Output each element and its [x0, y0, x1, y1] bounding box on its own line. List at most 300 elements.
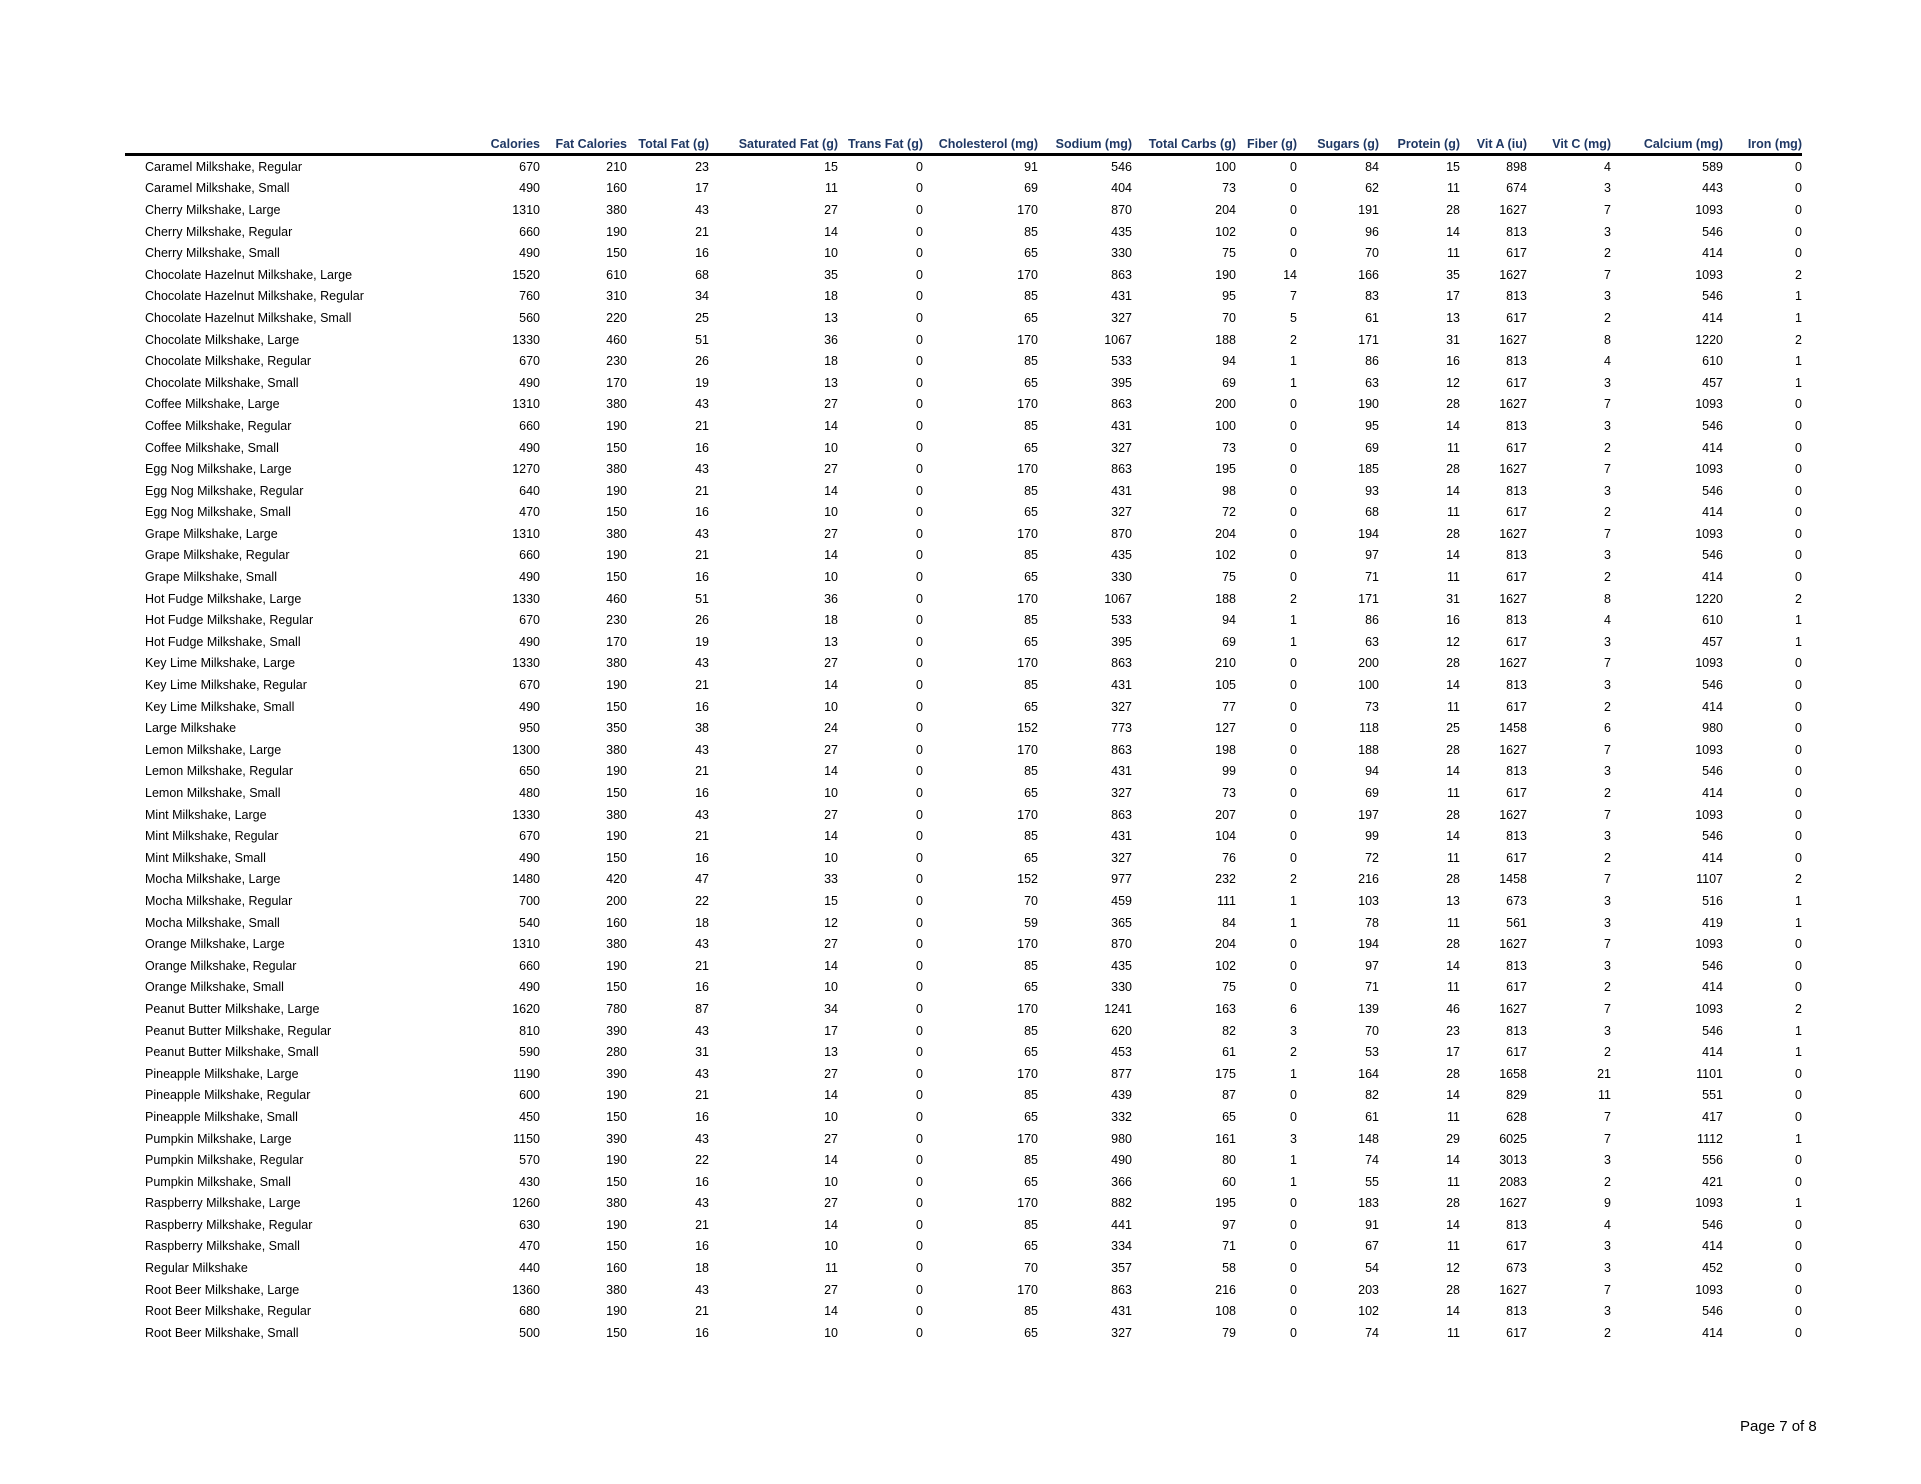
value-cell: 188	[1215, 591, 1236, 606]
value-cell: 160	[606, 915, 627, 930]
value-cell: 546	[1702, 1023, 1723, 1038]
value-cell: 380	[606, 742, 627, 757]
value-cell: 0	[1290, 807, 1297, 822]
column-header: Vit A (iu)	[1476, 137, 1527, 151]
value-cell: 1330	[512, 807, 540, 822]
value-cell: 0	[1795, 181, 1802, 196]
value-cell: 0	[916, 1023, 923, 1038]
value-cell: 11	[1447, 246, 1460, 261]
value-cell: 0	[916, 591, 923, 606]
table-row	[125, 372, 1802, 394]
value-cell: 58	[1222, 1261, 1236, 1276]
value-cell: 0	[1290, 1088, 1297, 1103]
value-cell: 490	[519, 570, 540, 585]
value-cell: 546	[1702, 289, 1723, 304]
value-cell: 395	[1111, 634, 1132, 649]
value-cell: 84	[1222, 915, 1236, 930]
value-cell: 327	[1111, 786, 1132, 801]
value-cell: 673	[1506, 1261, 1527, 1276]
value-cell: 67	[1365, 1239, 1379, 1254]
value-cell: 7	[1604, 1109, 1611, 1124]
table-row	[125, 609, 1802, 631]
value-cell: 150	[606, 440, 627, 455]
table-row	[125, 437, 1802, 459]
column-header: Cholesterol (mg)	[938, 137, 1038, 151]
value-cell: 380	[606, 397, 627, 412]
value-cell: 617	[1506, 786, 1527, 801]
value-cell: 0	[1290, 1196, 1297, 1211]
value-cell: 870	[1111, 526, 1132, 541]
value-cell: 62	[1365, 181, 1379, 196]
value-cell: 366	[1111, 1174, 1132, 1189]
value-cell: 617	[1506, 440, 1527, 455]
table-row	[125, 566, 1802, 588]
value-cell: 11	[1447, 915, 1460, 930]
value-cell: 3	[1604, 915, 1611, 930]
value-cell: 1	[1795, 1045, 1802, 1060]
value-cell: 27	[824, 397, 838, 412]
value-cell: 1627	[1499, 462, 1527, 477]
value-cell: 170	[1017, 332, 1038, 347]
value-cell: 2	[1604, 440, 1611, 455]
value-cell: 72	[1222, 505, 1236, 520]
value-cell: 230	[606, 354, 627, 369]
value-cell: 6	[1290, 1001, 1297, 1016]
value-cell: 1	[1290, 915, 1297, 930]
value-cell: 0	[1290, 1109, 1297, 1124]
value-cell: 660	[519, 548, 540, 563]
value-cell: 440	[519, 1261, 540, 1276]
value-cell: 421	[1702, 1174, 1723, 1189]
value-cell: 43	[695, 1131, 709, 1146]
value-cell: 0	[1290, 786, 1297, 801]
value-cell: 670	[519, 159, 540, 174]
value-cell: 0	[916, 872, 923, 887]
value-cell: 404	[1111, 181, 1132, 196]
value-cell: 5	[1290, 310, 1297, 325]
value-cell: 0	[1795, 656, 1802, 671]
value-cell: 546	[1702, 224, 1723, 239]
value-cell: 0	[916, 613, 923, 628]
value-cell: 3	[1604, 634, 1611, 649]
value-cell: 0	[1795, 1066, 1802, 1081]
value-cell: 0	[916, 807, 923, 822]
value-cell: 27	[824, 462, 838, 477]
value-cell: 1627	[1499, 1196, 1527, 1211]
value-cell: 0	[916, 159, 923, 174]
item-name-cell: Coffee Milkshake, Large	[145, 397, 280, 412]
value-cell: 546	[1702, 764, 1723, 779]
value-cell: 65	[1024, 375, 1038, 390]
value-cell: 0	[1290, 1304, 1297, 1319]
value-cell: 414	[1702, 1239, 1723, 1254]
value-cell: 10	[824, 1109, 838, 1124]
value-cell: 1300	[512, 742, 540, 757]
value-cell: 1627	[1499, 1001, 1527, 1016]
value-cell: 390	[606, 1066, 627, 1081]
value-cell: 0	[916, 354, 923, 369]
value-cell: 190	[606, 1304, 627, 1319]
value-cell: 46	[1446, 1001, 1460, 1016]
value-cell: 11	[1447, 850, 1460, 865]
value-cell: 100	[1358, 678, 1379, 693]
value-cell: 28	[1446, 742, 1460, 757]
table-row	[125, 804, 1802, 826]
value-cell: 190	[606, 1217, 627, 1232]
value-cell: 21	[695, 418, 709, 433]
value-cell: 670	[519, 613, 540, 628]
column-header: Calories	[490, 137, 540, 151]
value-cell: 23	[1446, 1023, 1460, 1038]
table-row	[125, 1322, 1802, 1344]
column-header: Protein (g)	[1397, 137, 1460, 151]
value-cell: 1	[1795, 915, 1802, 930]
value-cell: 470	[519, 1239, 540, 1254]
value-cell: 18	[824, 354, 838, 369]
value-cell: 28	[1446, 1282, 1460, 1297]
value-cell: 327	[1111, 1325, 1132, 1340]
table-row	[125, 1063, 1802, 1085]
item-name-cell: Cherry Milkshake, Regular	[145, 224, 293, 239]
value-cell: 16	[695, 1174, 709, 1189]
value-cell: 0	[916, 937, 923, 952]
item-name-cell: Mocha Milkshake, Small	[145, 915, 280, 930]
value-cell: 0	[1290, 526, 1297, 541]
value-cell: 111	[1216, 893, 1236, 908]
value-cell: 0	[1795, 1261, 1802, 1276]
value-cell: 9	[1604, 1196, 1611, 1211]
value-cell: 14	[1446, 1088, 1460, 1103]
column-header: Sodium (mg)	[1055, 137, 1132, 151]
value-cell: 414	[1702, 786, 1723, 801]
value-cell: 13	[824, 634, 838, 649]
value-cell: 16	[695, 1239, 709, 1254]
table-row	[125, 329, 1802, 351]
value-cell: 0	[1290, 462, 1297, 477]
value-cell: 3	[1290, 1023, 1297, 1038]
value-cell: 395	[1111, 375, 1132, 390]
value-cell: 0	[916, 483, 923, 498]
value-cell: 0	[1795, 1174, 1802, 1189]
value-cell: 73	[1222, 786, 1236, 801]
value-cell: 14	[824, 1088, 838, 1103]
value-cell: 60	[1222, 1174, 1236, 1189]
value-cell: 670	[519, 678, 540, 693]
value-cell: 11	[1447, 440, 1460, 455]
value-cell: 2	[1290, 591, 1297, 606]
value-cell: 148	[1358, 1131, 1379, 1146]
value-cell: 0	[916, 699, 923, 714]
value-cell: 417	[1702, 1109, 1723, 1124]
value-cell: 330	[1111, 980, 1132, 995]
value-cell: 357	[1111, 1261, 1132, 1276]
value-cell: 610	[1702, 613, 1723, 628]
value-cell: 1	[1290, 893, 1297, 908]
value-cell: 380	[606, 202, 627, 217]
value-cell: 14	[1446, 764, 1460, 779]
value-cell: 194	[1358, 937, 1379, 952]
value-cell: 0	[1795, 958, 1802, 973]
value-cell: 170	[1017, 591, 1038, 606]
value-cell: 11	[1447, 570, 1460, 585]
value-cell: 31	[695, 1045, 709, 1060]
value-cell: 69	[1222, 634, 1236, 649]
item-name-cell: Orange Milkshake, Regular	[145, 958, 297, 973]
value-cell: 55	[1365, 1174, 1379, 1189]
value-cell: 38	[695, 721, 709, 736]
value-cell: 13	[1446, 893, 1460, 908]
value-cell: 17	[1446, 289, 1460, 304]
value-cell: 380	[606, 937, 627, 952]
value-cell: 13	[1446, 310, 1460, 325]
value-cell: 1093	[1695, 1001, 1723, 1016]
value-cell: 102	[1215, 548, 1236, 563]
table-row	[125, 242, 1802, 264]
value-cell: 14	[824, 829, 838, 844]
value-cell: 150	[606, 699, 627, 714]
value-cell: 73	[1365, 699, 1379, 714]
table-row	[125, 545, 1802, 567]
value-cell: 490	[519, 181, 540, 196]
value-cell: 0	[1795, 159, 1802, 174]
value-cell: 0	[916, 202, 923, 217]
value-cell: 17	[824, 1023, 838, 1038]
value-cell: 0	[916, 375, 923, 390]
value-cell: 210	[606, 159, 627, 174]
value-cell: 65	[1024, 310, 1038, 325]
value-cell: 43	[695, 397, 709, 412]
item-name-cell: Mint Milkshake, Large	[145, 807, 267, 822]
value-cell: 3	[1604, 289, 1611, 304]
item-name-cell: Chocolate Hazelnut Milkshake, Regular	[145, 289, 364, 304]
value-cell: 0	[916, 764, 923, 779]
value-cell: 0	[1795, 829, 1802, 844]
value-cell: 1	[1795, 893, 1802, 908]
value-cell: 0	[916, 224, 923, 239]
value-cell: 551	[1702, 1088, 1723, 1103]
value-cell: 0	[916, 1304, 923, 1319]
value-cell: 617	[1506, 375, 1527, 390]
value-cell: 660	[519, 224, 540, 239]
value-cell: 863	[1111, 742, 1132, 757]
value-cell: 190	[1358, 397, 1379, 412]
value-cell: 150	[606, 570, 627, 585]
value-cell: 1627	[1499, 807, 1527, 822]
value-cell: 6025	[1499, 1131, 1527, 1146]
value-cell: 680	[519, 1304, 540, 1319]
value-cell: 1	[1290, 1153, 1297, 1168]
value-cell: 813	[1506, 1217, 1527, 1232]
value-cell: 490	[519, 375, 540, 390]
value-cell: 127	[1215, 721, 1236, 736]
value-cell: 3	[1604, 181, 1611, 196]
value-cell: 0	[916, 526, 923, 541]
value-cell: 0	[1795, 462, 1802, 477]
value-cell: 7	[1604, 462, 1611, 477]
column-header: Fiber (g)	[1247, 137, 1297, 151]
value-cell: 460	[606, 332, 627, 347]
table-row	[125, 998, 1802, 1020]
value-cell: 977	[1111, 872, 1132, 887]
value-cell: 2	[1795, 1001, 1802, 1016]
value-cell: 0	[916, 267, 923, 282]
value-cell: 11	[825, 1261, 838, 1276]
item-name-cell: Raspberry Milkshake, Small	[145, 1239, 300, 1254]
value-cell: 195	[1215, 1196, 1236, 1211]
value-cell: 11	[1447, 786, 1460, 801]
value-cell: 170	[1017, 937, 1038, 952]
value-cell: 431	[1111, 829, 1132, 844]
value-cell: 16	[695, 570, 709, 585]
value-cell: 4	[1604, 354, 1611, 369]
value-cell: 118	[1359, 721, 1379, 736]
column-header-item	[125, 133, 487, 155]
value-cell: 28	[1446, 397, 1460, 412]
value-cell: 600	[519, 1088, 540, 1103]
value-cell: 190	[606, 1088, 627, 1103]
value-cell: 435	[1111, 548, 1132, 563]
value-cell: 3	[1604, 1153, 1611, 1168]
value-cell: 10	[824, 246, 838, 261]
value-cell: 453	[1111, 1045, 1132, 1060]
value-cell: 1150	[513, 1131, 540, 1146]
table-row	[125, 286, 1802, 308]
value-cell: 72	[1365, 850, 1379, 865]
value-cell: 0	[1795, 397, 1802, 412]
value-cell: 102	[1215, 958, 1236, 973]
value-cell: 175	[1215, 1066, 1236, 1081]
value-cell: 0	[1290, 418, 1297, 433]
value-cell: 7	[1604, 656, 1611, 671]
value-cell: 630	[519, 1217, 540, 1232]
value-cell: 18	[824, 613, 838, 628]
value-cell: 1	[1290, 375, 1297, 390]
value-cell: 21	[1597, 1066, 1611, 1081]
value-cell: 43	[695, 1282, 709, 1297]
table-row	[125, 1106, 1802, 1128]
value-cell: 190	[606, 764, 627, 779]
value-cell: 85	[1024, 224, 1038, 239]
value-cell: 61	[1365, 1109, 1379, 1124]
value-cell: 0	[1290, 1217, 1297, 1232]
value-cell: 0	[1795, 224, 1802, 239]
table-row	[125, 674, 1802, 696]
value-cell: 27	[824, 1131, 838, 1146]
value-cell: 813	[1506, 224, 1527, 239]
value-cell: 1458	[1499, 872, 1527, 887]
value-cell: 190	[606, 1153, 627, 1168]
value-cell: 2	[1604, 570, 1611, 585]
value-cell: 190	[606, 829, 627, 844]
value-cell: 590	[519, 1045, 540, 1060]
value-cell: 65	[1024, 1109, 1038, 1124]
value-cell: 1260	[512, 1196, 540, 1211]
value-cell: 200	[1358, 656, 1379, 671]
value-cell: 14	[1446, 1217, 1460, 1232]
value-cell: 780	[606, 1001, 627, 1016]
value-cell: 1	[1290, 634, 1297, 649]
value-cell: 810	[519, 1023, 540, 1038]
value-cell: 414	[1702, 505, 1723, 520]
item-name-cell: Mint Milkshake, Small	[145, 850, 266, 865]
table-row	[125, 739, 1802, 761]
table-row	[125, 1020, 1802, 1042]
column-header: Iron (mg)	[1747, 137, 1802, 151]
value-cell: 0	[1290, 548, 1297, 563]
value-cell: 27	[824, 742, 838, 757]
value-cell: 85	[1024, 1217, 1038, 1232]
value-cell: 390	[606, 1131, 627, 1146]
value-cell: 0	[916, 1001, 923, 1016]
value-cell: 0	[1290, 1282, 1297, 1297]
value-cell: 28	[1446, 872, 1460, 887]
value-cell: 674	[1506, 181, 1527, 196]
value-cell: 220	[606, 310, 627, 325]
value-cell: 14	[1446, 224, 1460, 239]
value-cell: 14	[824, 418, 838, 433]
table-row	[125, 717, 1802, 739]
value-cell: 0	[1290, 202, 1297, 217]
value-cell: 14	[824, 764, 838, 779]
value-cell: 1	[1795, 1196, 1802, 1211]
table-row	[125, 415, 1802, 437]
column-header: Vit C (mg)	[1552, 137, 1611, 151]
value-cell: 43	[695, 462, 709, 477]
value-cell: 0	[916, 1153, 923, 1168]
value-cell: 0	[1290, 829, 1297, 844]
table-row	[125, 1193, 1802, 1215]
value-cell: 1310	[512, 526, 540, 541]
value-cell: 65	[1024, 1239, 1038, 1254]
header-row	[125, 133, 1802, 155]
value-cell: 700	[519, 893, 540, 908]
value-cell: 1112	[1697, 1131, 1723, 1146]
value-cell: 161	[1215, 1131, 1236, 1146]
value-cell: 59	[1024, 915, 1038, 930]
value-cell: 150	[606, 246, 627, 261]
value-cell: 85	[1024, 354, 1038, 369]
table-row	[125, 155, 1802, 178]
value-cell: 0	[1290, 742, 1297, 757]
value-cell: 170	[606, 634, 627, 649]
value-cell: 94	[1222, 354, 1236, 369]
item-name-cell: Mint Milkshake, Regular	[145, 829, 279, 844]
value-cell: 365	[1111, 915, 1132, 930]
value-cell: 0	[1795, 1325, 1802, 1340]
table-row	[125, 199, 1802, 221]
item-name-cell: Caramel Milkshake, Small	[145, 181, 290, 196]
value-cell: 164	[1358, 1066, 1379, 1081]
table-row	[125, 458, 1802, 480]
value-cell: 310	[606, 289, 627, 304]
value-cell: 150	[606, 980, 627, 995]
value-cell: 14	[1446, 418, 1460, 433]
value-cell: 70	[1365, 1023, 1379, 1038]
value-cell: 0	[916, 246, 923, 261]
value-cell: 0	[1795, 548, 1802, 563]
value-cell: 170	[606, 375, 627, 390]
table-row	[125, 631, 1802, 653]
value-cell: 1658	[1499, 1066, 1527, 1081]
value-cell: 150	[606, 1174, 627, 1189]
value-cell: 79	[1222, 1325, 1236, 1340]
value-cell: 16	[695, 440, 709, 455]
value-cell: 1093	[1695, 1196, 1723, 1211]
value-cell: 10	[824, 1239, 838, 1254]
value-cell: 0	[916, 397, 923, 412]
value-cell: 171	[1358, 591, 1379, 606]
column-header: Trans Fat (g)	[847, 137, 923, 151]
